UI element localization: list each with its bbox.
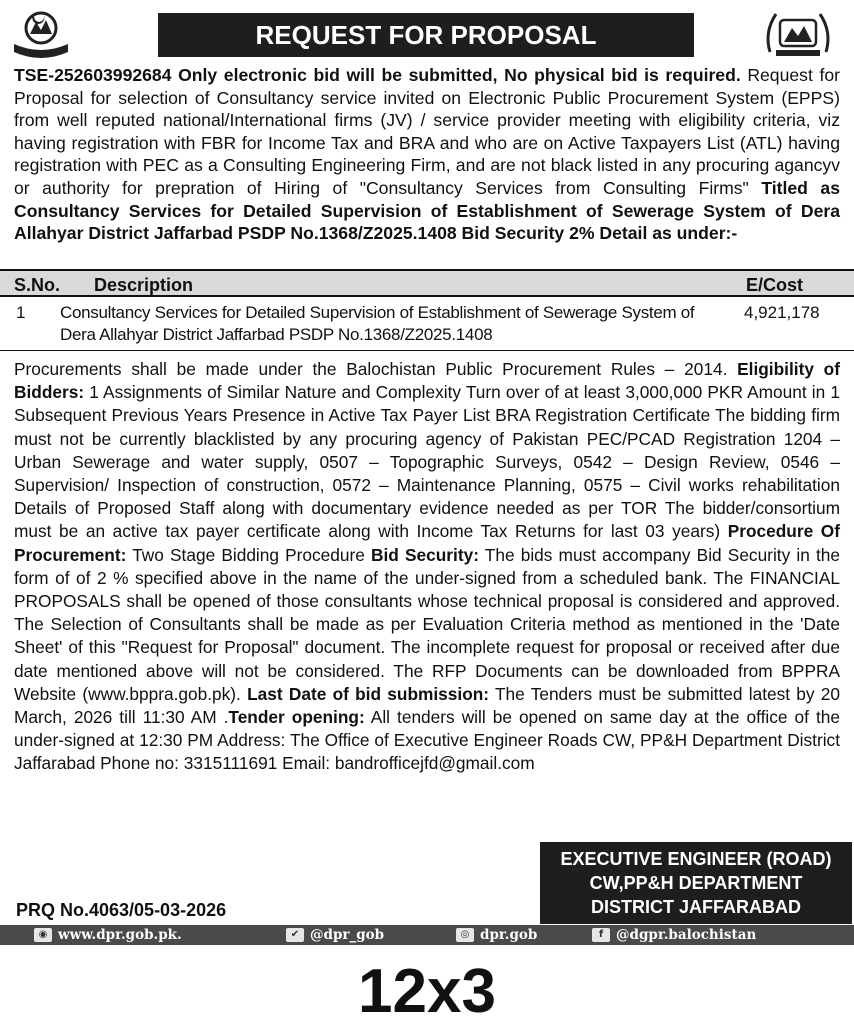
instagram-text: dpr.gob xyxy=(480,927,538,943)
row-description: Consultancy Services for Detailed Supervision of Establishment of Sewerage System of Dera Allahyar District Jaffarbad PSDP No.1368/Z2025.1408 xyxy=(60,303,695,344)
project-title: Titled as Consultancy Services for Detailed Supervision of Establishment of Sewerage System of Dera Allahyar District Jaffarbad PSDP No.1368/Z2025.1408 Bid Security 2% Detail as under:- xyxy=(14,177,840,244)
header-sno: S.No. xyxy=(14,275,61,295)
footer-twitter[interactable] xyxy=(286,927,384,943)
department-emblem-icon xyxy=(762,6,834,62)
facebook-icon: f xyxy=(592,928,610,942)
ad-header xyxy=(0,0,854,66)
table-row xyxy=(0,297,854,351)
terms-paragraph xyxy=(14,358,840,776)
row-cost: 4,921,178 xyxy=(744,303,820,322)
twitter-icon: ✔ xyxy=(286,928,304,942)
procedure-label: Procedure Of Procurement: xyxy=(14,521,840,565)
globe-icon: ◉ xyxy=(34,928,52,942)
cost-table xyxy=(0,269,854,351)
signature-line-3: DISTRICT JAFFARABAD xyxy=(591,897,801,917)
website-text: www.dpr.gob.pk. xyxy=(58,927,182,943)
signature-line-2: CW,PP&H DEPARTMENT xyxy=(589,873,803,893)
signature-block xyxy=(540,842,852,924)
tender-opening-text: All tenders will be opened on same day at the office of the under-signed at 12:30 PM Address: The Office of Executive Engineer Roads CW, PP&H Department District Jaffarabad Phone no: 3315111691 Email: bandrofficejfd@gmail.com xyxy=(14,707,840,774)
eligibility-text: 1 Assignments of Similar Nature and Complexity Turn over of at least 3,000,000 PKR Amount in 1 Subsequent Previous Years Presence in Active Tax Payer List BRA Registration Certificate The bidding firm must not be currently blacklisted by any procuring agency of Pakistan PEC/PCAD Registration 1204 – Urban Sewerage and water supply, 0507 – Topographic Surveys, 0542 – Design Review, 0546 – Supervision/ Inspection of construction, 0572 – Maintenance Planning, 0575 – Civil works rehabilitation Details of Proposed Staff along with documentary evidence needed as per TOR The bidder/consortium must be an active tax payer certificate along with Income Tax Returns for last 03 years) xyxy=(14,382,840,542)
signature-line-1: EXECUTIVE ENGINEER (ROAD) xyxy=(560,849,832,869)
row-sno: 1 xyxy=(16,303,26,322)
procedure-text: Two Stage Bidding Procedure xyxy=(126,544,372,565)
last-date-text: The Tenders must be submitted latest by 20 March, 2026 till 11:30 AM . xyxy=(14,683,841,728)
prq-number: PRQ No.4063/05-03-2026 xyxy=(16,900,227,920)
bid-security-label: Bid Security: xyxy=(371,544,479,565)
facebook-text: @dgpr.balochistan xyxy=(616,927,757,943)
footer-website[interactable] xyxy=(34,927,182,943)
tender-opening-label: Tender opening: xyxy=(228,707,365,728)
intro-paragraph xyxy=(14,64,840,245)
balochistan-emblem-icon xyxy=(10,6,72,62)
last-date-label: Last Date of bid submission: xyxy=(247,683,490,704)
page-title: REQUEST FOR PROPOSAL xyxy=(158,13,694,57)
bid-security-text: The bids must accompany Bid Security in the form of of 2 % specified above in the name of the under-signed from a scheduled bank. The FINANCIAL PROPOSALS shall be opened of those consultants whose technical proposal is considered and approved. The Selection of Consultants shall be made as per Evaluation Criteria method as mentioned in the 'Date Sheet' of this "Request for Proposal" document. The incomplete request for proposal or received after due date mentioned above will not be considered. The RFP Documents can be downloaded from BPPRA Website (www.bppra.gob.pk). xyxy=(14,544,840,704)
footer-facebook[interactable] xyxy=(592,927,756,943)
intro-text: Request for Proposal for selection of Consultancy service invited on Electronic Public Procurement System (EPPS) from well reputed national/International firms (JV) / service provider meeting with eligibility criteria, viz having registration with FBR for Income Tax and BRA and who are on Active Taxpayers List (ATL) having registration with PEC as a Consulting Engineering Firm, and are not black listed in any procuring agancyv or authority for prepration of Hiring of "Consultancy Services from Consulting Firms" xyxy=(14,65,840,198)
eligibility-label: Eligibility of Bidders: xyxy=(14,359,840,403)
header-description: Description xyxy=(94,275,194,295)
table-header xyxy=(0,269,854,297)
rules-text: Procurements shall be made under the Balochistan Public Procurement Rules – 2014. xyxy=(14,359,738,379)
header-cost: E/Cost xyxy=(746,275,804,295)
instagram-icon: ◎ xyxy=(456,928,474,942)
ad-size-label: 12x3 xyxy=(358,957,496,1024)
twitter-text: @dpr_gob xyxy=(310,927,385,943)
footer-bar xyxy=(0,925,854,945)
footer-instagram[interactable] xyxy=(456,927,537,943)
tender-id-statement: TSE-252603992684 Only electronic bid will be submitted, No physical bid is required. xyxy=(14,65,741,85)
